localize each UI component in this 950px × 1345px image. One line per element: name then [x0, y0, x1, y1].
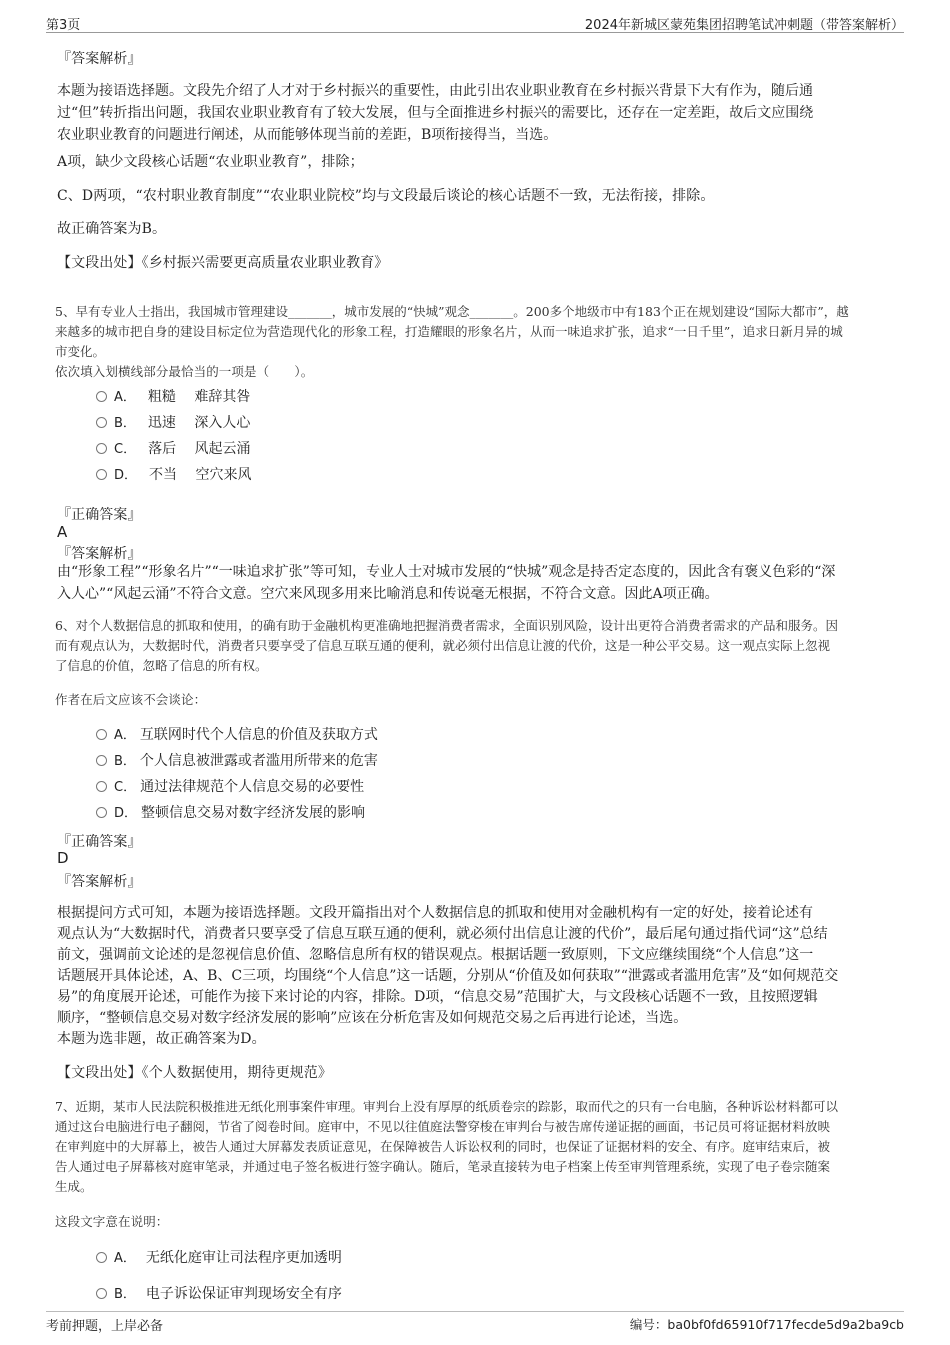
q5-stem-line: 来越多的城市把自身的建设目标定位为营造现代化的形象工程，打造耀眼的形象名片，从而一味追求扩张，追求“一日千里”，追求日新月异的城: [55, 324, 843, 339]
q6-source: 【文段出处】《个人数据使用，期待更规范》: [57, 1065, 332, 1081]
q4-conclusion: 故正确答案为B。: [57, 221, 167, 237]
q7-stem-line: 告人通过电子屏幕核对庭审笔录，并通过电子签名板进行签字确认。随后，笔录直接转为电子档案上传至审判管理系统，实现了电子卷宗随案: [55, 1159, 831, 1174]
q4-note-cd: C、D两项，“农村职业教育制度”“农业职业院校”均与文段最后谈论的核心话题不一致，无法衔接，排除。: [57, 188, 715, 204]
q5-answer-label: 『正确答案』: [57, 507, 142, 523]
q5-analysis-text: [57, 561, 902, 605]
page-footer: [46, 1311, 904, 1334]
document-code: [630, 1315, 904, 1333]
radio-icon[interactable]: [96, 755, 107, 766]
radio-icon[interactable]: [96, 781, 107, 792]
q5-prompt: 依次填入划横线部分最恰当的一项是（ ）。: [55, 364, 314, 379]
q7-stem-line: 生成。: [55, 1179, 93, 1194]
q5-stem-line: 5、早有专业人士指出，我国城市管理建设_______，城市发展的“快城”观念_______。200多个地级市中有183个正在规划建设“国际大都市”，越: [55, 304, 849, 319]
radio-icon[interactable]: [96, 1252, 107, 1263]
radio-icon[interactable]: [96, 469, 107, 480]
radio-icon[interactable]: [96, 729, 107, 740]
q6-option-a[interactable]: A． 互联网时代个人信息的价值及获取方式: [96, 724, 378, 744]
q5-option-d[interactable]: D． 不当 空穴来风: [96, 464, 251, 484]
q7-prompt: 这段文字意在说明：: [55, 1214, 169, 1229]
document-title: 2024年新城区蒙苑集团招聘笔试冲刺题（带答案解析）: [584, 18, 904, 33]
radio-icon[interactable]: [96, 807, 107, 818]
q7-stem-line: 7、近期，某市人民法院积极推进无纸化刑事案件审理。审判台上没有厚厚的纸质卷宗的踪影，取而代之的只有一台电脑，各种诉讼材料都可以: [55, 1099, 838, 1114]
q6-analysis-text: [57, 903, 902, 1029]
q6-analysis-line: 顺序，“整顿信息交易对数字经济发展的影响”应该在分析危害及如何规范交易之后再进行论述，当选。: [57, 1010, 688, 1026]
q6-option-d[interactable]: D． 整顿信息交易对数字经济发展的影响: [96, 802, 365, 822]
page-header: [46, 12, 904, 33]
q5-option-a[interactable]: A． 粗糙 难辞其咎: [96, 386, 250, 406]
q6-answer-label: 『正确答案』: [57, 834, 142, 850]
q5-analysis-label: 『答案解析』: [57, 546, 142, 562]
code-label: 编号：: [629, 1317, 668, 1332]
q6-analysis-line: 易”的角度展开论述，可能作为接下来讨论的内容，排除。D项，“信息交易”范围扩大，与文段核心话题不一致，且按照逻辑: [57, 989, 818, 1005]
q6-option-b[interactable]: B． 个人信息被泄露或者滥用所带来的危害: [96, 750, 378, 770]
q4-source: 【文段出处】《乡村振兴需要更高质量农业职业教育》: [57, 255, 389, 271]
q7-option-b[interactable]: B． 电子诉讼保证审判现场安全有序: [96, 1283, 342, 1303]
q4-analysis-line: 过“但”转折指出问题，我国农业职业教育有了较大发展，但与全面推进乡村振兴的需要比，还存在一定差距，故后文应围绕: [57, 105, 814, 121]
q6-answer: D: [57, 849, 69, 867]
q5-option-b[interactable]: B． 迅速 深入人心: [96, 412, 250, 432]
radio-icon[interactable]: [96, 1288, 107, 1299]
radio-icon[interactable]: [96, 443, 107, 454]
q6-conclusion: 本题为选非题，故正确答案为D。: [57, 1031, 266, 1047]
q6-analysis-line: 根据提问方式可知，本题为接语选择题。文段开篇指出对个人数据信息的抓取和使用对金融机构有一定的好处，接着论述有: [57, 905, 813, 921]
q6-prompt: 作者在后文应该不会谈论：: [55, 692, 207, 707]
q5-analysis-line: 入人心”“风起云涌”不符合文意。空穴来风现多用来比喻消息和传说毫无根据，不符合文意。因此A项正确。: [57, 586, 719, 602]
q5-answer: A: [57, 523, 68, 541]
radio-icon[interactable]: [96, 417, 107, 428]
radio-icon[interactable]: [96, 391, 107, 402]
q5-stem: [55, 302, 905, 362]
q4-note-a: A项，缺少文段核心话题“农业职业教育”，排除；: [57, 154, 364, 170]
q6-stem-line: 了信息的价值，忽略了信息的所有权。: [55, 658, 268, 673]
q7-stem: [55, 1097, 905, 1197]
q4-analysis-line: 农业职业教育的问题进行阐述，从而能够体现当前的差距，B项衔接得当，当选。: [57, 127, 558, 143]
footer-slogan: 考前押题，上岸必备: [46, 1319, 164, 1334]
code-value: ba0bf0fd65910f717fecde5d9a2ba9cb: [667, 1317, 904, 1332]
q7-stem-line: 在审判庭中的大屏幕上，被告人通过大屏幕发表质证意见，在保障被告人诉讼权利的同时，也保证了证据材料的安全、有序。庭审结束后，被: [55, 1139, 831, 1154]
q4-analysis-text: [57, 80, 897, 146]
q6-stem-line: 6、对个人数据信息的抓取和使用，的确有助于金融机构更准确地把握消费者需求，全面识别风险，设计出更符合消费者需求的产品和服务。因: [55, 618, 838, 633]
q5-stem-line: 市变化。: [55, 344, 106, 359]
q6-option-c[interactable]: C． 通过法律规范个人信息交易的必要性: [96, 776, 364, 796]
q6-analysis-label: 『答案解析』: [57, 874, 142, 890]
page-number: 第3页: [46, 18, 81, 33]
q7-stem-line: 通过这台电脑进行电子翻阅，节省了阅卷时间。庭审中，不见以往值庭法警穿梭在审判台与被告席传递证据的画面，书记员可将证据材料放映: [55, 1119, 831, 1134]
q6-analysis-line: 前文，强调前文论述的是忽视信息价值、忽略信息所有权的错误观点。根据话题一致原则，下文应继续围绕“个人信息”这一: [57, 947, 814, 963]
q4-analysis-label: 『答案解析』: [57, 51, 142, 67]
q6-analysis-line: 话题展开具体论述，A、B、C三项，均围绕“个人信息”这一话题，分别从“价值及如何获取”“泄露或者滥用危害”及“如何规范交: [57, 968, 839, 984]
q5-analysis-line: 由“形象工程”“形象名片”“一味追求扩张”等可知，专业人士对城市发展的“快城”观念是持否定态度的，因此含有褒义色彩的“深: [57, 564, 836, 580]
q4-analysis-line: 本题为接语选择题。文段先介绍了人才对于乡村振兴的重要性，由此引出农业职业教育在乡村振兴背景下大有作为，随后通: [57, 83, 813, 99]
q6-stem-line: 而有观点认为，大数据时代，消费者只要享受了信息互联互通的便利，就必须付出信息让渡的代价，这是一种公平交易。这一观点实际上忽视: [55, 638, 831, 653]
q6-stem: [55, 616, 905, 676]
q5-option-c[interactable]: C． 落后 风起云涌: [96, 438, 251, 458]
q6-analysis-line: 观点认为“大数据时代，消费者只要享受了信息互联互通的便利，就必须付出信息让渡的代价”，最后尾句通过指代词“这”总结: [57, 926, 828, 942]
q7-option-a[interactable]: A． 无纸化庭审让司法程序更加透明: [96, 1247, 342, 1267]
